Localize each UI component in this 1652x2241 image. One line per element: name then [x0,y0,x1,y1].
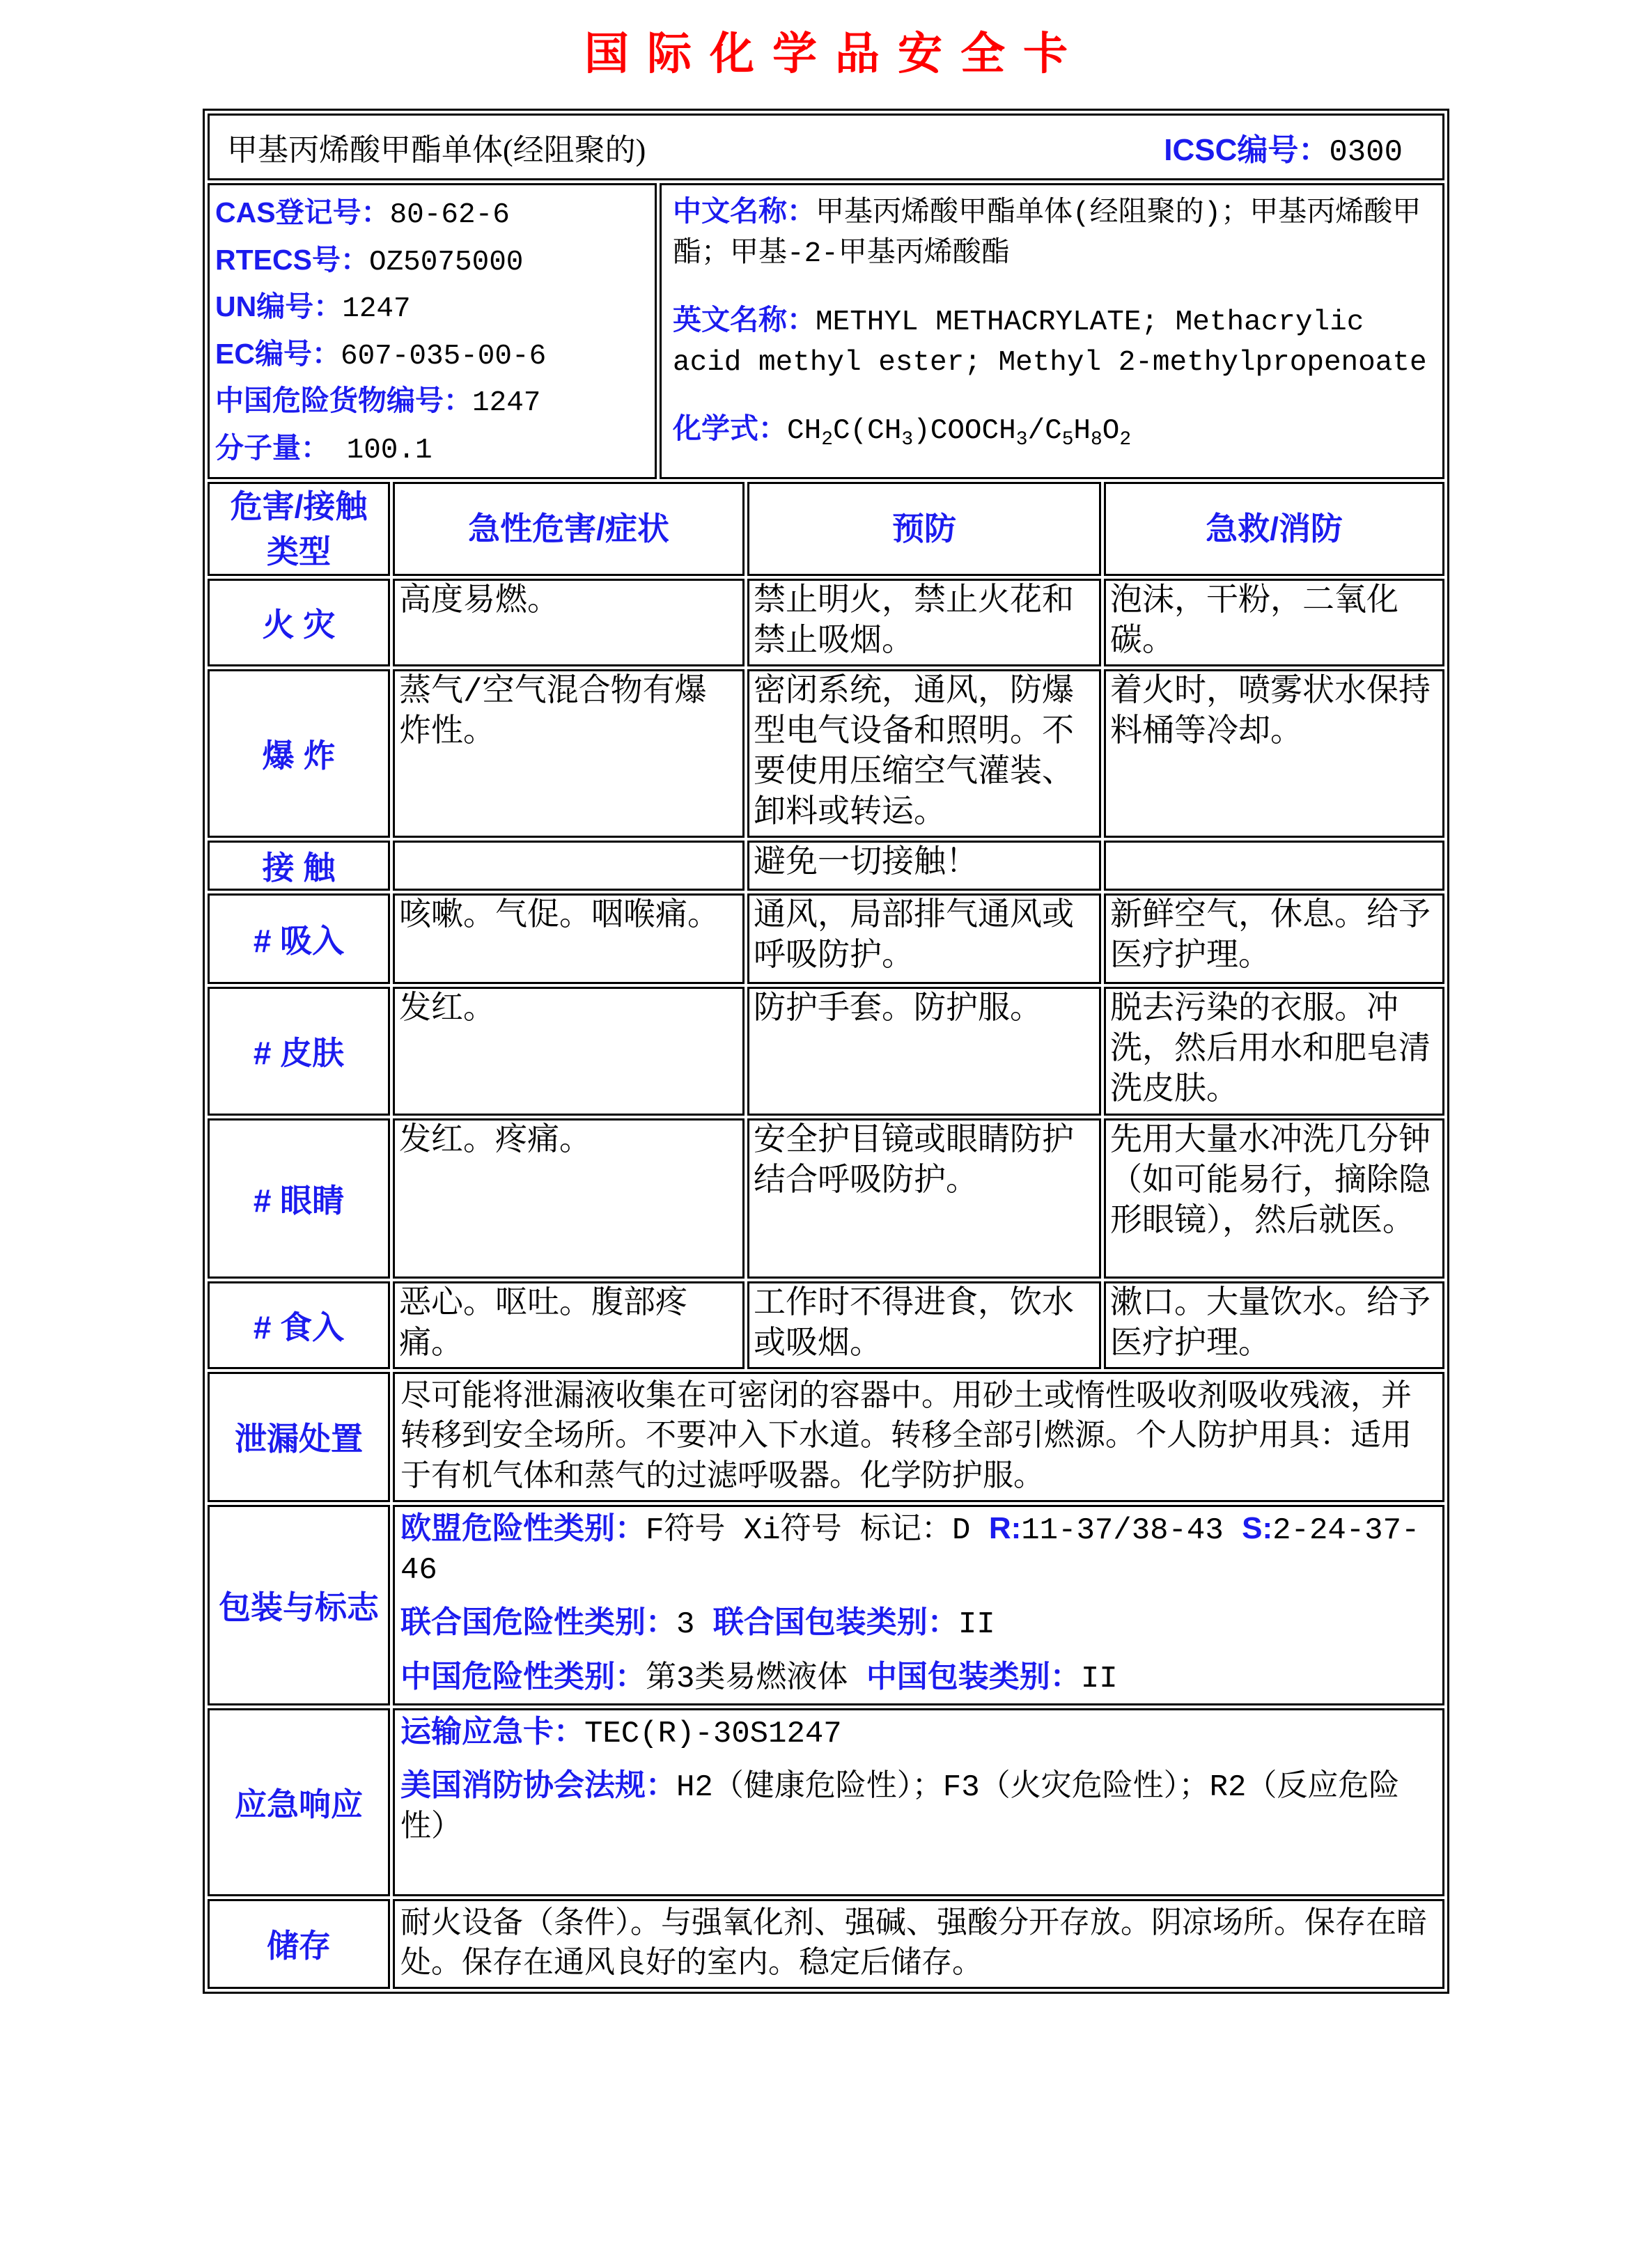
col-header-hazard-type: 危害/接触类型 [208,482,390,576]
identifier-line [215,332,650,380]
hazard-cell-firstaid: 泡沫，干粉，二氧化碳。 [1104,579,1444,666]
names-cell [660,183,1444,479]
text-segment: 美国消防协会法规： [400,1768,676,1803]
hazard-table-row [208,1118,1444,1279]
text-segment: 11-37/38-43 [1021,1513,1242,1548]
hazard-table-row [208,579,1444,666]
hazard-row-label: # 食入 [208,1281,390,1369]
formula-block [673,409,1433,450]
section-label: 储存 [208,1899,390,1989]
identifier-value: 1247 [472,387,541,420]
hazard-cell-firstaid: 漱口。大量饮水。给予医疗护理。 [1104,1281,1444,1369]
hazard-cell-prevention: 密闭系统，通风，防爆型电气设备和照明。不要使用压缩空气灌装、卸料或转运。 [747,669,1101,838]
formula-subscript: 2 [1119,429,1132,451]
text-segment: 中国包装类别： [866,1659,1081,1694]
hazard-cell-prevention: 避免一切接触！ [747,841,1101,891]
formula-part: )COOCH [913,415,1016,448]
identifier-label: 分子量： [215,431,329,464]
name-header-row [210,125,1442,170]
section-paragraph [400,1713,1435,1754]
safety-card [203,109,1449,1994]
hazard-cell-prevention: 禁止明火，禁止火花和禁止吸烟。 [747,579,1101,666]
hazard-cell-prevention: 防护手套。防护服。 [747,987,1101,1116]
hazard-row-label: 爆 炸 [208,669,390,838]
hazard-table-row [208,893,1444,984]
section-label: 泄漏处置 [208,1372,390,1502]
section-paragraph [400,1510,1435,1590]
section-content [393,1708,1444,1896]
identifier-line [215,379,650,426]
col-header-symptoms: 急性危害/症状 [393,482,745,576]
col-header-firstaid: 急救/消防 [1104,482,1444,576]
text-segment: 尽可能将泄漏液收集在可密闭的容器中。用砂土或惰性吸收剂吸收残液，并转移到安全场所。不要冲入下水道。转移全部引燃源。个人防护用具：适用于有机气体和蒸气的过滤呼吸器。化学防护服。 [400,1380,1412,1496]
hazard-cell-firstaid: 脱去污染的衣服。冲洗，然后用水和肥皂清洗皮肤。 [1104,987,1444,1116]
chinese-name-label: 中文名称： [673,195,816,227]
formula-subscript: 2 [821,429,833,451]
hazard-cell-firstaid: 新鲜空气，休息。给予医疗护理。 [1104,893,1444,984]
hazard-cell-prevention: 通风，局部排气通风或呼吸防护。 [747,893,1101,984]
hazard-row-label: # 吸入 [208,893,390,984]
text-segment: 耐火设备（条件）。与强氧化剂、强碱、强酸分开存放。阴凉场所。保存在暗处。保存在通风良好的室内。稳定后储存。 [400,1907,1427,1983]
text-segment: R: [988,1510,1022,1545]
formula-part: CH [787,415,822,448]
hazard-cell-firstaid [1104,841,1444,891]
formula-part: H [1073,415,1091,448]
hazard-row-label: # 皮肤 [208,987,390,1116]
formula-part: /C [1027,415,1062,448]
hazard-cell-symptoms: 发红。疼痛。 [393,1118,745,1279]
hazard-row-label: 火 灾 [208,579,390,666]
english-name-value: METHYL METHACRYLATE; Methacrylic acid methyl ester; Methyl 2-methylpropenoate [673,306,1427,380]
english-name-block [673,301,1433,382]
section-content [393,1899,1444,1989]
english-name-label: 英文名称： [673,304,816,336]
text-segment: 2-24-37-46 [400,1513,1420,1588]
chinese-name-value: 甲基丙烯酸甲酯单体(经阻聚的)；甲基丙烯酸甲酯；甲基-2-甲基丙烯酸酯 [673,198,1421,271]
page-title: 国际化学品安全卡 [584,29,1086,79]
formula-subscript: 5 [1061,429,1074,451]
formula-label: 化学式： [673,412,787,445]
section-content [393,1505,1444,1705]
section-content [393,1372,1444,1502]
section-paragraph [400,1904,1435,1984]
hazard-cell-symptoms: 咳嗽。气促。咽喉痛。 [393,893,745,984]
sections-table [205,1369,1447,1992]
identifier-label: UN编号： [215,290,343,323]
text-segment: 联合国包装类别： [712,1605,958,1640]
text-segment: 第3类易燃液体 [646,1661,866,1696]
identifier-line [215,191,650,238]
section-paragraph [400,1604,1435,1644]
icsc-value: 0300 [1329,134,1403,170]
hazard-cell-prevention: 安全护目镜或眼睛防护结合呼吸防护。 [747,1118,1101,1279]
identifier-line [215,238,650,286]
section-row [208,1372,1444,1502]
hazard-cell-symptoms: 恶心。呕吐。腹部疼痛。 [393,1281,745,1369]
formula-subscript: 8 [1091,429,1102,451]
text-segment: 联合国危险性类别： [400,1605,676,1640]
identifier-value: 80-62-6 [389,199,510,231]
hazard-table-row [208,1281,1444,1369]
hazard-row-label: 接 触 [208,841,390,891]
formula-part: C(CH [832,415,902,448]
text-segment: 3 [676,1607,713,1643]
text-segment: 中国危险性类别： [400,1659,646,1694]
info-table [205,180,1447,482]
text-segment: 运输应急卡： [400,1714,584,1749]
identifier-list [208,183,657,479]
chemical-name: 甲基丙烯酸甲酯单体(经阻聚的) [227,133,646,167]
text-segment: 欧盟危险性类别： [400,1510,646,1545]
formula-subscript: 3 [901,429,914,451]
hazard-cell-symptoms: 蒸气/空气混合物有爆炸性。 [393,669,745,838]
col-header-prevention: 预防 [747,482,1101,576]
section-paragraph [400,1377,1435,1497]
section-row [208,1708,1444,1896]
identifier-label: 中国危险货物编号： [215,384,472,417]
identifier-label: RTECS号： [215,243,369,276]
hazard-cell-symptoms: 高度易燃。 [393,579,745,666]
identifier-value: 1247 [342,293,411,326]
hazard-table-row [208,987,1444,1116]
identifier-label: EC编号： [215,337,341,370]
identifier-value: OZ5075000 [368,246,524,279]
identifier-line [215,285,650,332]
icsc-label: ICSC编号： [1164,132,1330,167]
identifier-label: CAS登记号： [215,196,390,228]
chinese-name-block [673,192,1433,273]
hazard-cell-prevention: 工作时不得进食，饮水或吸烟。 [747,1281,1101,1369]
text-segment: S: [1242,1510,1273,1545]
hazard-cell-firstaid: 着火时，喷雾状水保持料桶等冷却。 [1104,669,1444,838]
text-segment: F符号 Xi符号 标记：D [646,1513,989,1548]
identifier-value: 100.1 [329,434,433,467]
formula-part: O [1102,415,1120,448]
chemical-formula [787,415,1132,451]
hazard-cell-firstaid: 先用大量水冲洗几分钟（如可能易行，摘除隐形眼镜），然后就医。 [1104,1118,1444,1279]
hazard-table-row [208,669,1444,838]
hazard-row-label: # 眼睛 [208,1118,390,1279]
identifier-value: 607-035-00-6 [340,340,547,373]
hazard-cell-symptoms: 发红。 [393,987,745,1116]
name-header-table [205,111,1447,183]
icsc-number-group [1164,125,1403,170]
hazard-cell-symptoms [393,841,745,891]
text-segment: TEC(R)-30S1247 [584,1716,842,1751]
section-label: 包装与标志 [208,1505,390,1705]
hazard-table [205,479,1447,1371]
name-header-cell [208,114,1444,180]
section-row [208,1505,1444,1705]
section-row [208,1899,1444,1989]
text-segment: H2（健康危险性）；F3（火灾危险性）；R2（反应危险性） [400,1770,1400,1846]
text-segment: II [1080,1661,1118,1696]
identifier-line [215,426,650,474]
section-label: 应急响应 [208,1708,390,1896]
text-segment: II [958,1607,995,1643]
formula-subscript: 3 [1015,429,1028,451]
section-paragraph [400,1658,1435,1699]
hazard-table-row [208,841,1444,891]
section-paragraph [400,1767,1435,1847]
